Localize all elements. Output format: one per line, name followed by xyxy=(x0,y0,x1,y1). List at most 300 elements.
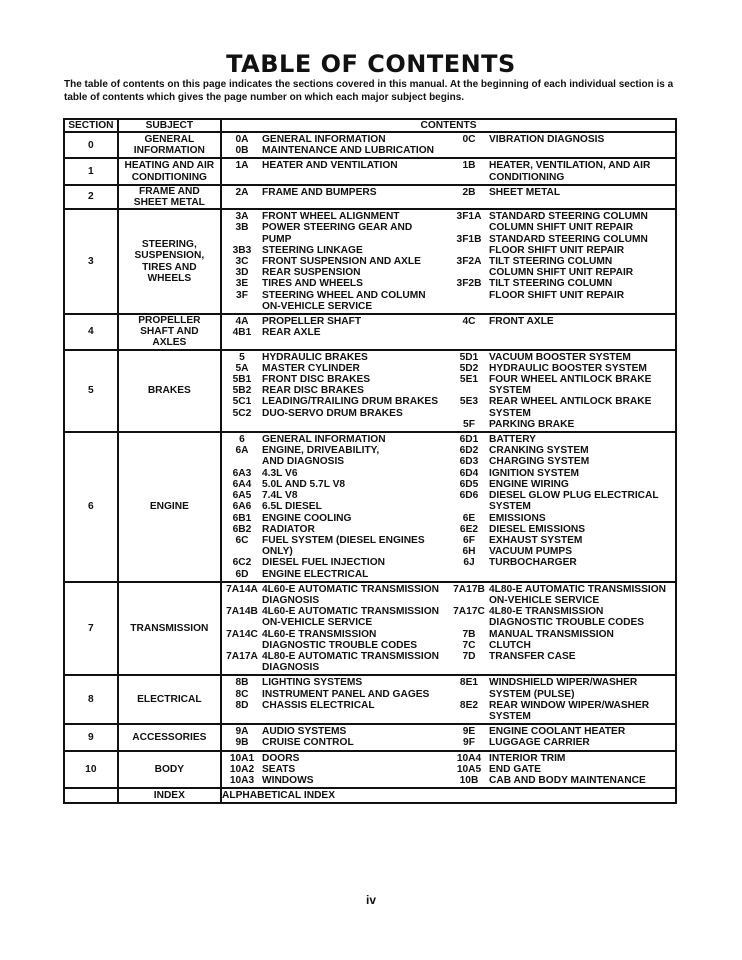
entry-code: 2B xyxy=(462,186,476,198)
toc-entry xyxy=(449,134,675,145)
entry-code: 6D3 xyxy=(459,456,479,468)
toc-entry xyxy=(222,557,449,568)
entry-title: IGNITION SYSTEM xyxy=(489,467,579,479)
page-title: TABLE OF CONTENTS xyxy=(226,50,516,78)
left-contents-column xyxy=(222,753,449,787)
entry-title: ENGINE COOLANT HEATER xyxy=(489,726,626,738)
entry-title: 4L80-E TRANSMISSION DIAGNOSTIC TROUBLE CODES xyxy=(489,606,645,629)
entry-code: 10A1 xyxy=(229,752,255,764)
entry-title: RADIATOR xyxy=(262,523,315,535)
entry-code: 3F2A xyxy=(456,256,482,268)
entry-title: 4L80-E AUTOMATIC TRANSMISSION DIAGNOSIS xyxy=(262,650,439,674)
entry-title: STANDARD STEERING COLUMN COLUMN SHIFT UNIT REPAIR xyxy=(489,211,648,234)
toc-entry xyxy=(449,456,675,467)
entry-code: 6J xyxy=(463,557,475,569)
entry-title: VACUUM BOOSTER SYSTEM xyxy=(489,351,631,363)
right-contents-column xyxy=(449,677,675,722)
entry-code: 5 xyxy=(239,351,245,363)
entry-code: 5F xyxy=(463,418,475,430)
right-contents-column xyxy=(449,352,675,430)
section-subject: BRAKES xyxy=(118,350,221,432)
entry-code: 7D xyxy=(462,650,476,662)
entry-title: FRONT WHEEL ALIGNMENT xyxy=(262,211,400,223)
toc-entry xyxy=(449,160,675,182)
entry-code: 5D2 xyxy=(459,362,479,374)
index-row xyxy=(64,788,676,803)
entry-title: DOORS xyxy=(262,752,300,764)
entry-code: 4A xyxy=(235,316,249,328)
table-row xyxy=(64,132,676,158)
entry-title: ENGINE ELECTRICAL xyxy=(262,568,369,580)
right-contents-column xyxy=(449,316,675,338)
section-number: 2 xyxy=(64,185,118,209)
entry-code: 3F2B xyxy=(456,278,482,290)
section-contents xyxy=(221,185,676,209)
toc-entry xyxy=(449,445,675,456)
entry-title: POWER STEERING GEAR AND PUMP xyxy=(262,222,413,245)
entry-title: INTERIOR TRIM xyxy=(489,752,566,764)
entry-title: TURBOCHARGER xyxy=(489,557,577,569)
toc-entry xyxy=(222,501,449,512)
entry-code: 7B xyxy=(462,628,476,640)
entry-code: 7A14C xyxy=(226,628,258,640)
entry-title: REAR WINDOW WIPER/WASHER SYSTEM xyxy=(489,699,650,722)
entry-code: 3B3 xyxy=(232,244,252,256)
toc-entry xyxy=(222,606,449,628)
section-number: 7 xyxy=(64,582,118,676)
section-contents xyxy=(221,582,676,676)
toc-entry xyxy=(449,677,675,699)
table-row xyxy=(64,185,676,209)
entry-title: 4L60-E AUTOMATIC TRANSMISSION DIAGNOSIS xyxy=(262,583,439,606)
entry-title: STEERING WHEEL AND COLUMN ON-VEHICLE SERVICE xyxy=(262,289,426,312)
entry-title: STANDARD STEERING COLUMN FLOOR SHIFT UNIT REPAIR xyxy=(489,233,648,256)
entry-code: 7A17C xyxy=(453,606,485,618)
subject-header: SUBJECT xyxy=(118,119,221,132)
toc-entry xyxy=(222,434,449,445)
toc-entry xyxy=(222,374,449,385)
entry-code: 5C2 xyxy=(232,407,252,419)
entry-code: 7A17A xyxy=(226,650,258,662)
toc-entry xyxy=(222,245,449,256)
table-row xyxy=(64,751,676,789)
section-contents xyxy=(221,350,676,432)
toc-entry xyxy=(222,211,449,222)
entry-title: FRONT DISC BRAKES xyxy=(262,374,371,386)
toc-entry xyxy=(449,775,675,786)
entry-code: 3D xyxy=(235,267,249,279)
section-number: 10 xyxy=(64,751,118,789)
toc-entry xyxy=(449,629,675,640)
entry-title: GENERAL INFORMATION xyxy=(262,434,386,446)
entry-code: 0A xyxy=(235,134,249,145)
entry-code: 5A xyxy=(235,362,249,374)
table-row xyxy=(64,675,676,724)
section-number: 8 xyxy=(64,675,118,724)
page-number: iv xyxy=(365,893,376,907)
entry-code: 5E1 xyxy=(459,374,479,386)
entry-code: 6A xyxy=(235,445,249,457)
section-number: 3 xyxy=(64,209,118,314)
entry-code: 6D2 xyxy=(459,445,479,457)
entry-title: DIESEL EMISSIONS xyxy=(489,523,586,535)
entry-code: 2A xyxy=(235,186,249,198)
entry-title: HYDRAULIC BOOSTER SYSTEM xyxy=(489,362,647,374)
entry-title: FRONT SUSPENSION AND AXLE xyxy=(262,256,421,268)
toc-entry xyxy=(449,211,675,233)
entry-code: 6D5 xyxy=(459,478,479,490)
entry-code: 8E2 xyxy=(459,699,479,711)
entry-code: 3F1B xyxy=(456,233,482,245)
right-contents-column xyxy=(449,211,675,312)
table-row xyxy=(64,209,676,314)
toc-entry xyxy=(222,524,449,535)
entry-title: TRANSFER CASE xyxy=(489,650,576,662)
table-row xyxy=(64,350,676,432)
entry-title: HYDRAULIC BRAKES xyxy=(262,351,368,363)
entry-title: TIRES AND WHEELS xyxy=(262,278,363,290)
toc-entry xyxy=(449,640,675,651)
entry-title: 4L60-E AUTOMATIC TRANSMISSION ON-VEHICLE SERVICE xyxy=(262,606,439,629)
toc-entry xyxy=(222,408,449,419)
entry-title: 4.3L V6 xyxy=(262,467,298,479)
toc-entry xyxy=(222,677,449,688)
entry-title: CLUTCH xyxy=(489,639,531,651)
left-contents-column xyxy=(222,726,449,748)
entry-code: 7A14B xyxy=(226,606,258,618)
toc-entry xyxy=(222,327,449,338)
left-contents-column xyxy=(222,187,449,198)
section-header: SECTION xyxy=(64,119,118,132)
section-subject: ELECTRICAL xyxy=(118,675,221,724)
entry-title: CAB AND BODY MAINTENANCE xyxy=(489,774,646,786)
toc-entry xyxy=(449,234,675,256)
entry-code: 3A xyxy=(235,211,249,223)
toc-entry xyxy=(222,256,449,267)
section-subject: STEERING, SUSPENSION, TIRES AND WHEELS xyxy=(118,209,221,314)
toc-entry xyxy=(449,726,675,737)
toc-entry xyxy=(449,256,675,278)
entry-code: 6D6 xyxy=(459,490,479,502)
entry-title: DIESEL FUEL INJECTION xyxy=(262,557,386,569)
table-row xyxy=(64,432,676,582)
entry-title: BATTERY xyxy=(489,434,536,446)
table-row xyxy=(64,314,676,350)
entry-code: 6C2 xyxy=(232,557,252,569)
entry-code: 3E xyxy=(235,278,249,290)
entry-title: FRAME AND BUMPERS xyxy=(262,186,377,198)
entry-code: 6C xyxy=(235,534,249,546)
entry-title: EMISSIONS xyxy=(489,512,546,524)
entry-title: LIGHTING SYSTEMS xyxy=(262,677,363,689)
right-contents-column xyxy=(449,434,675,580)
entry-code: 6D4 xyxy=(459,467,479,479)
entry-code: 6A6 xyxy=(232,501,252,513)
entry-code: 3B xyxy=(235,222,249,234)
toc-entry xyxy=(222,316,449,327)
entry-code: 3C xyxy=(235,256,249,268)
entry-code: 6H xyxy=(462,546,476,558)
toc-entry xyxy=(222,278,449,289)
entry-code: 4B1 xyxy=(232,327,252,339)
entry-code: 9A xyxy=(235,726,249,738)
entry-code: 10A5 xyxy=(456,763,482,775)
index-contents: ALPHABETICAL INDEX xyxy=(221,788,676,803)
toc-entry xyxy=(449,352,675,363)
toc-entry xyxy=(449,363,675,374)
entry-title: ENGINE WIRING xyxy=(489,478,569,490)
entry-title: MASTER CYLINDER xyxy=(262,362,360,374)
toc-entry xyxy=(222,513,449,524)
toc-entry xyxy=(222,479,449,490)
section-subject: HEATING AND AIR CONDITIONING xyxy=(118,158,221,184)
table-row xyxy=(64,724,676,750)
entry-code: 3F1A xyxy=(456,211,482,223)
toc-entry xyxy=(222,352,449,363)
left-contents-column xyxy=(222,677,449,722)
right-contents-column xyxy=(449,160,675,182)
entry-title: INSTRUMENT PANEL AND GAGES xyxy=(262,688,430,700)
entry-code: 5D1 xyxy=(459,351,479,363)
toc-entry xyxy=(449,651,675,662)
left-contents-column xyxy=(222,584,449,674)
entry-code: 6F xyxy=(463,534,475,546)
toc-entry xyxy=(222,689,449,700)
entry-code: 1A xyxy=(235,160,249,172)
left-contents-column xyxy=(222,434,449,580)
entry-code: 6D1 xyxy=(459,434,479,446)
right-contents-column xyxy=(449,726,675,748)
entry-title: HEATER AND VENTILATION xyxy=(262,160,398,172)
index-section-empty xyxy=(64,788,118,803)
table-row xyxy=(64,158,676,184)
toc-entry xyxy=(449,764,675,775)
entry-title: EXHAUST SYSTEM xyxy=(489,534,583,546)
entry-code: 7A14A xyxy=(226,583,258,595)
entry-title: ENGINE, DRIVEABILITY, AND DIAGNOSIS xyxy=(262,445,380,468)
entry-title: FUEL SYSTEM (DIESEL ENGINES ONLY) xyxy=(262,534,425,558)
right-contents-column xyxy=(449,584,675,674)
entry-title: GENERAL INFORMATION xyxy=(262,134,386,145)
entry-code: 1B xyxy=(462,160,476,172)
entry-code: 6B2 xyxy=(232,523,252,535)
intro-paragraph: The table of contents on this page indicates the sections covered in this manual. At the beginning of each individual section is a table of contents which gives the page number on which each major subject begins. xyxy=(64,79,674,103)
entry-code: 7A17B xyxy=(453,583,485,595)
entry-code: 3F xyxy=(236,289,248,301)
entry-title: FRONT AXLE xyxy=(489,316,554,328)
toc-entry xyxy=(222,753,449,764)
section-contents xyxy=(221,675,676,724)
section-subject: GENERAL INFORMATION xyxy=(118,132,221,158)
toc-entry xyxy=(222,700,449,711)
entry-title: MAINTENANCE AND LUBRICATION xyxy=(262,145,435,157)
entry-code: 6D xyxy=(235,568,249,580)
toc-entry xyxy=(222,145,449,156)
toc-entry xyxy=(222,187,449,198)
section-contents xyxy=(221,132,676,158)
toc-entry xyxy=(449,546,675,557)
toc-entry xyxy=(449,584,675,606)
entry-title: PROPELLER SHAFT xyxy=(262,316,362,328)
toc-entry xyxy=(449,278,675,300)
entry-code: 5B1 xyxy=(232,374,252,386)
entry-title: CRUISE CONTROL xyxy=(262,737,354,749)
entry-code: 10B xyxy=(459,774,479,786)
section-number: 6 xyxy=(64,432,118,582)
toc-entry xyxy=(222,222,449,244)
toc-entry xyxy=(449,187,675,198)
entry-code: 9B xyxy=(235,737,249,749)
toc-entry xyxy=(449,700,675,722)
entry-code: 5E3 xyxy=(459,396,479,408)
entry-code: 6E2 xyxy=(459,523,479,535)
toc-entry xyxy=(449,524,675,535)
section-subject: ENGINE xyxy=(118,432,221,582)
entry-title: REAR WHEEL ANTILOCK BRAKE SYSTEM xyxy=(489,396,652,419)
entry-title: HEATER, VENTILATION, AND AIR CONDITIONING xyxy=(489,160,651,183)
toc-body xyxy=(64,132,676,803)
left-contents-column xyxy=(222,352,449,430)
table-row xyxy=(64,582,676,676)
entry-title: END GATE xyxy=(489,763,541,775)
entry-title: FOUR WHEEL ANTILOCK BRAKE SYSTEM xyxy=(489,374,652,397)
entry-title: TILT STEERING COLUMN FLOOR SHIFT UNIT REPAIR xyxy=(489,278,625,301)
section-number: 5 xyxy=(64,350,118,432)
entry-title: REAR AXLE xyxy=(262,327,321,339)
entry-title: MANUAL TRANSMISSION xyxy=(489,628,614,640)
toc-entry xyxy=(222,651,449,673)
entry-code: 10A3 xyxy=(229,774,255,786)
toc-entry xyxy=(449,513,675,524)
entry-code: 5B2 xyxy=(232,385,252,397)
toc-entry xyxy=(449,737,675,748)
entry-title: LEADING/TRAILING DRUM BRAKES xyxy=(262,396,439,408)
toc-entry xyxy=(222,629,449,651)
section-subject: BODY xyxy=(118,751,221,789)
entry-title: AUDIO SYSTEMS xyxy=(262,726,347,738)
entry-title: CRANKING SYSTEM xyxy=(489,445,589,457)
section-contents xyxy=(221,751,676,789)
toc-entry xyxy=(449,753,675,764)
toc-entry xyxy=(222,569,449,580)
entry-code: 8C xyxy=(235,688,249,700)
toc-entry xyxy=(222,160,449,171)
section-number: 1 xyxy=(64,158,118,184)
left-contents-column xyxy=(222,316,449,338)
entry-code: 6B1 xyxy=(232,512,252,524)
entry-title: WINDOWS xyxy=(262,774,314,786)
entry-code: 0C xyxy=(462,134,476,145)
entry-title: PARKING BRAKE xyxy=(489,418,575,430)
section-number: 9 xyxy=(64,724,118,750)
entry-title: DIESEL GLOW PLUG ELECTRICAL SYSTEM xyxy=(489,490,659,513)
toc-entry xyxy=(222,290,449,312)
right-contents-column xyxy=(449,753,675,787)
entry-code: 0B xyxy=(235,145,249,157)
toc-entry xyxy=(222,468,449,479)
right-contents-column xyxy=(449,187,675,198)
entry-title: VACUUM PUMPS xyxy=(489,546,573,558)
section-subject: FRAME AND SHEET METAL xyxy=(118,185,221,209)
section-number: 0 xyxy=(64,132,118,158)
entry-title: 4L80-E AUTOMATIC TRANSMISSION ON-VEHICLE SERVICE xyxy=(489,583,666,606)
entry-title: SEATS xyxy=(262,763,296,775)
section-subject: TRANSMISSION xyxy=(118,582,221,676)
toc-entry xyxy=(449,606,675,628)
toc-entry xyxy=(222,445,449,467)
toc-entry xyxy=(222,737,449,748)
entry-title: 5.0L AND 5.7L V8 xyxy=(262,478,346,490)
toc-entry xyxy=(449,396,675,418)
entry-code: 6A4 xyxy=(232,478,252,490)
entry-code: 8D xyxy=(235,699,249,711)
toc-entry xyxy=(222,535,449,557)
right-contents-column xyxy=(449,134,675,156)
toc-entry xyxy=(449,419,675,430)
section-contents xyxy=(221,209,676,314)
section-subject: PROPELLER SHAFT AND AXLES xyxy=(118,314,221,350)
toc-entry xyxy=(222,764,449,775)
entry-code: 8E1 xyxy=(459,677,479,689)
entry-code: 7C xyxy=(462,639,476,651)
entry-title: 4L60-E TRANSMISSION DIAGNOSTIC TROUBLE CODES xyxy=(262,628,418,651)
entry-code: 4C xyxy=(462,316,476,328)
entry-code: 8B xyxy=(235,677,249,689)
contents-header: CONTENTS xyxy=(221,119,676,132)
toc-entry xyxy=(449,374,675,396)
entry-code: 6A5 xyxy=(232,490,252,502)
entry-code: 9F xyxy=(463,737,475,749)
toc-table xyxy=(63,118,677,804)
entry-title: ENGINE COOLING xyxy=(262,512,352,524)
toc-entry xyxy=(222,726,449,737)
entry-title: REAR SUSPENSION xyxy=(262,267,361,279)
toc-entry xyxy=(449,535,675,546)
entry-code: 10A4 xyxy=(456,752,482,764)
entry-title: REAR DISC BRAKES xyxy=(262,385,364,397)
section-contents xyxy=(221,158,676,184)
toc-entry xyxy=(222,134,449,145)
entry-title: 6.5L DIESEL xyxy=(262,501,322,513)
toc-entry xyxy=(449,468,675,479)
toc-entry xyxy=(222,775,449,786)
toc-entry xyxy=(222,363,449,374)
toc-entry xyxy=(222,385,449,396)
left-contents-column xyxy=(222,160,449,182)
table-header-row xyxy=(64,119,676,132)
entry-code: 6E xyxy=(462,512,476,524)
toc-entry xyxy=(449,434,675,445)
toc-entry xyxy=(449,490,675,512)
entry-title: LUGGAGE CARRIER xyxy=(489,737,590,749)
entry-title: CHARGING SYSTEM xyxy=(489,456,590,468)
toc-entry xyxy=(222,490,449,501)
toc-entry xyxy=(222,584,449,606)
entry-title: SHEET METAL xyxy=(489,186,561,198)
section-contents xyxy=(221,432,676,582)
section-contents xyxy=(221,314,676,350)
entry-title: WINDSHIELD WIPER/WASHER SYSTEM (PULSE) xyxy=(489,677,638,700)
entry-code: 5C1 xyxy=(232,396,252,408)
entry-title: CHASSIS ELECTRICAL xyxy=(262,699,375,711)
section-number: 4 xyxy=(64,314,118,350)
left-contents-column xyxy=(222,211,449,312)
toc-entry xyxy=(449,479,675,490)
entry-code: 9E xyxy=(462,726,476,738)
toc-entry xyxy=(222,267,449,278)
entry-title: TILT STEERING COLUMN COLUMN SHIFT UNIT REPAIR xyxy=(489,256,634,279)
entry-code: 10A2 xyxy=(229,763,255,775)
